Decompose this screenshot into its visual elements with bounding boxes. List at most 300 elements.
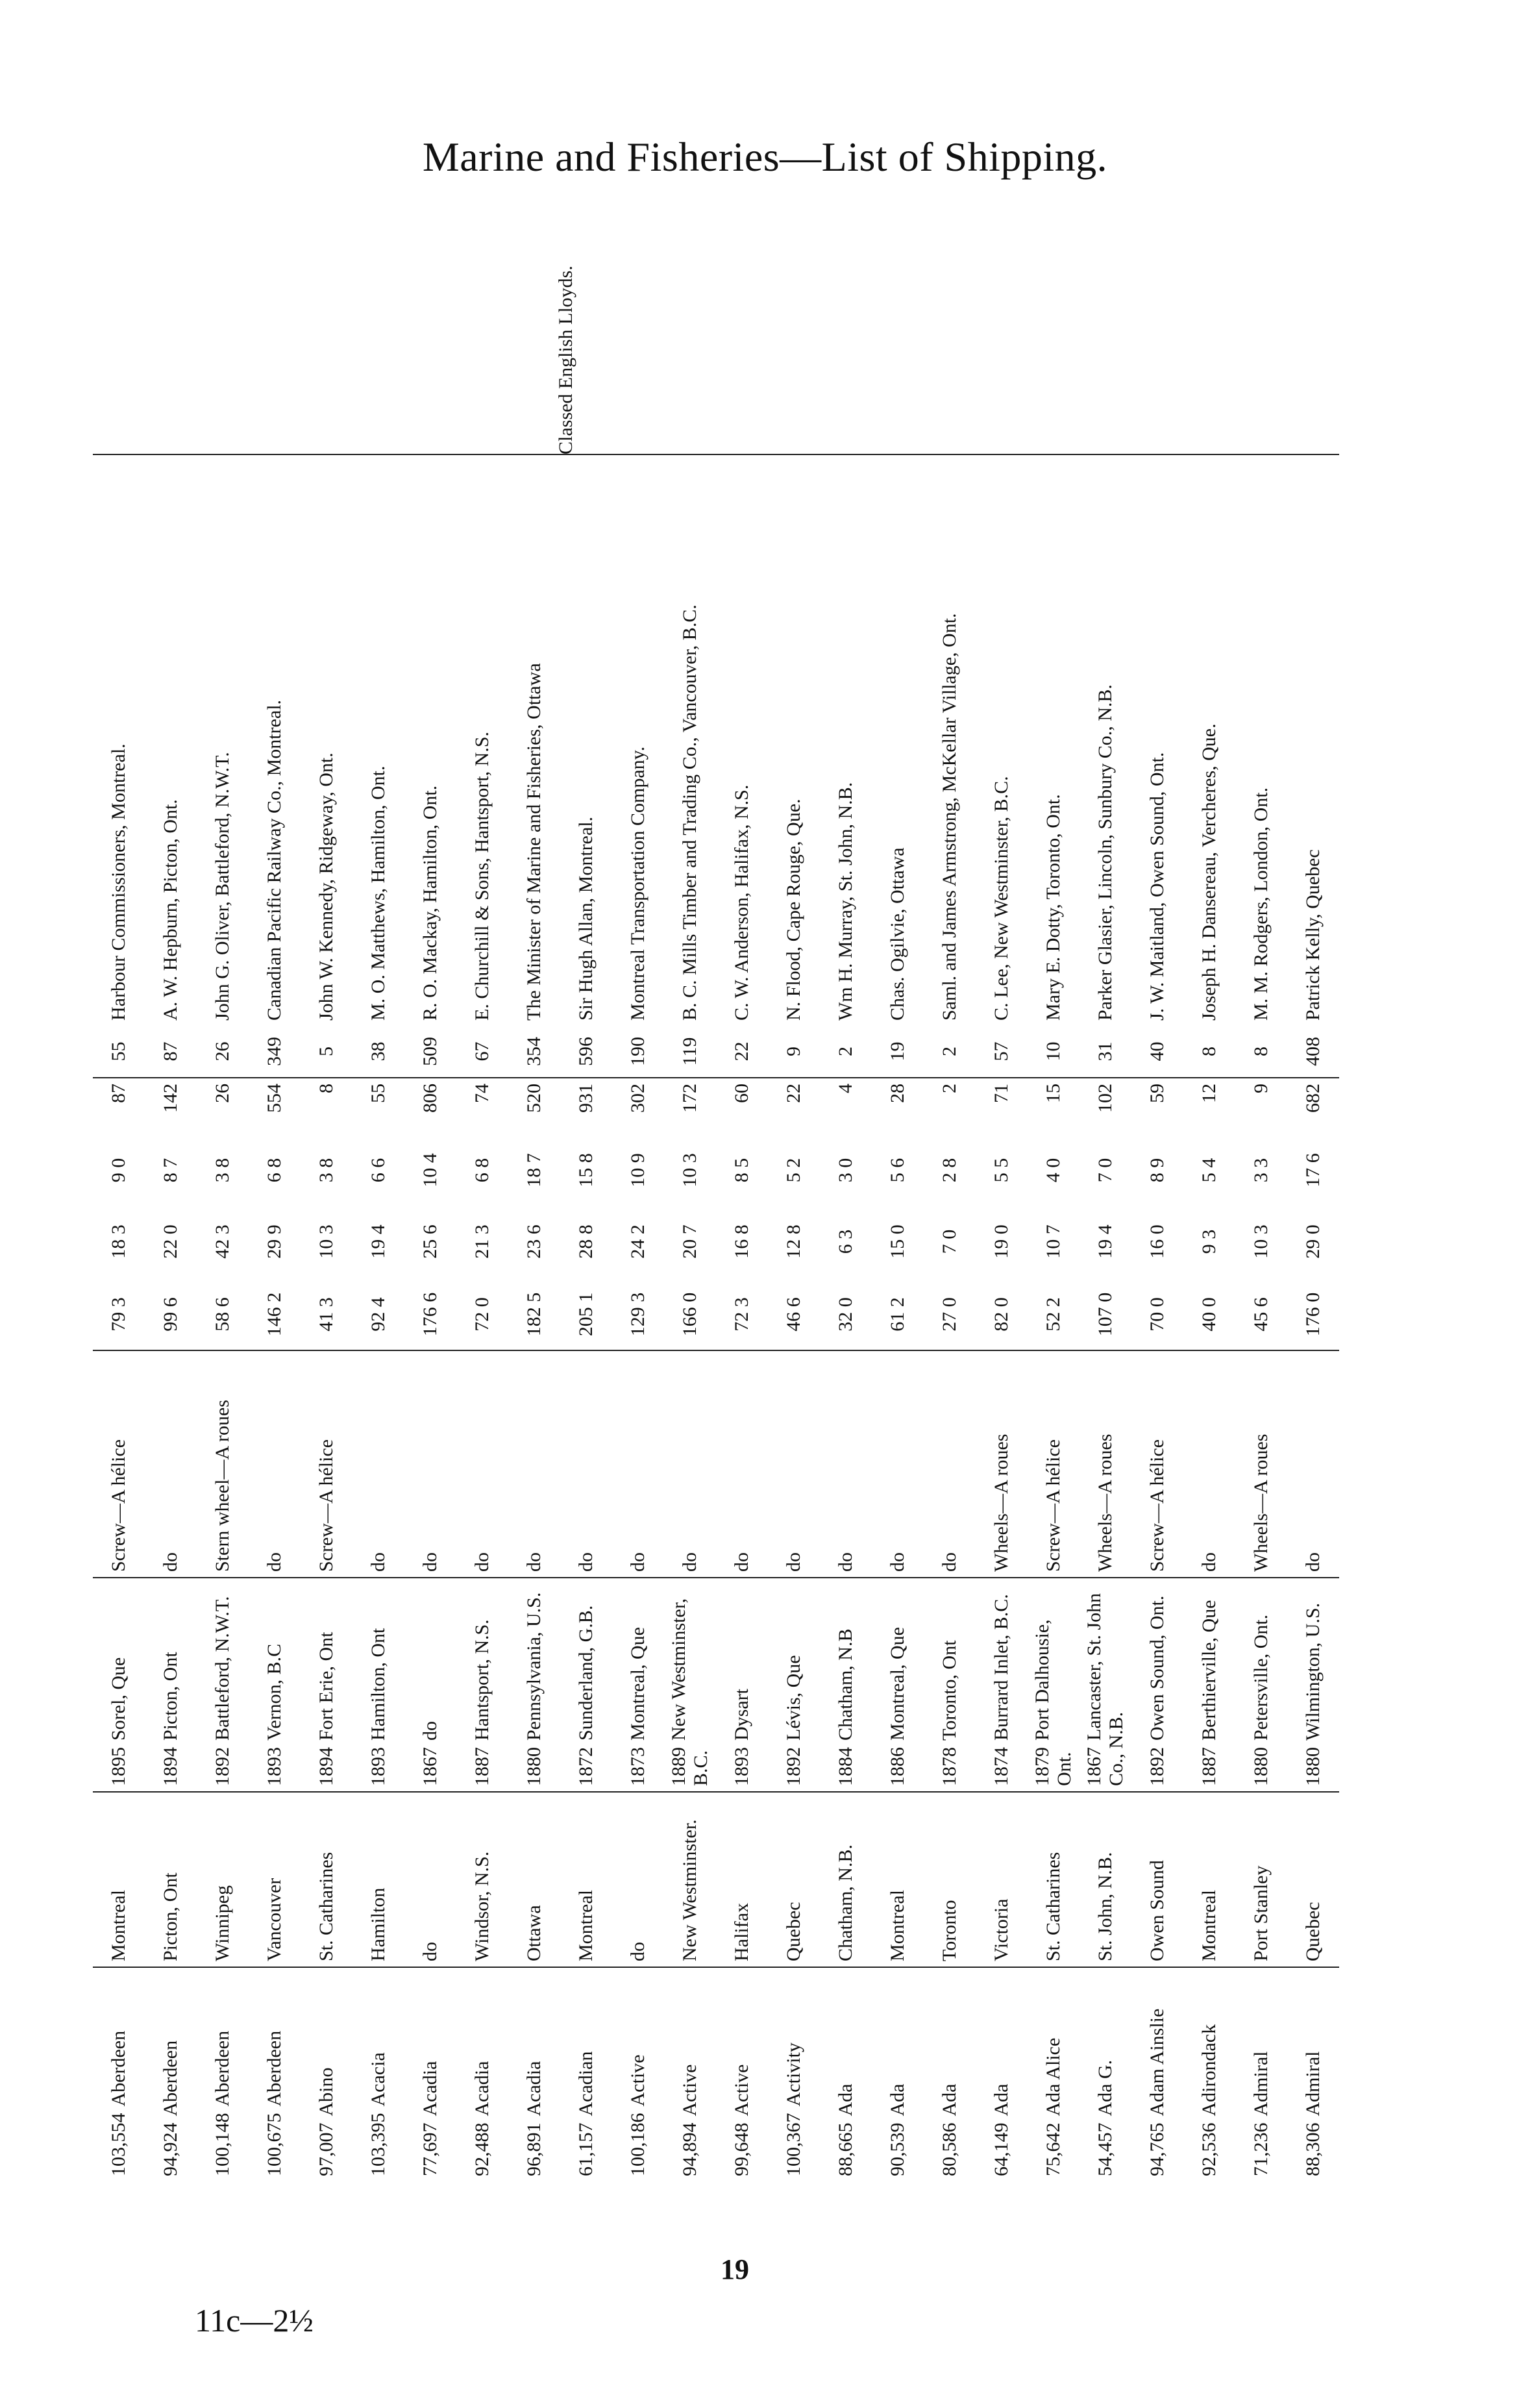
vessel-cell bbox=[768, 1967, 820, 2181]
owner: Montreal Transportation Company. bbox=[612, 454, 664, 1026]
port-of-registry: Toronto bbox=[924, 1792, 976, 1967]
vessel-name: Adam Ainslie bbox=[1146, 2008, 1168, 2116]
built-cell bbox=[456, 1578, 508, 1792]
depth: 17 6 bbox=[1302, 1153, 1324, 1187]
official-number: 90,539 bbox=[887, 2122, 909, 2176]
register-tonnage: 10 bbox=[1043, 1041, 1065, 1061]
vessel-name: Ada bbox=[939, 2083, 961, 2116]
vessel-name: Acadia bbox=[419, 2061, 441, 2116]
vessel-cell bbox=[716, 1967, 768, 2181]
vessel-name: Ada bbox=[887, 2083, 909, 2116]
table-row bbox=[249, 454, 301, 2181]
vessel-name: Aberdeen bbox=[160, 2040, 182, 2116]
depth: 5 6 bbox=[887, 1158, 909, 1183]
port-of-registry: Hamilton bbox=[352, 1792, 404, 1967]
port-of-registry: Montreal bbox=[872, 1792, 924, 1967]
year-built: 1879 bbox=[1031, 1747, 1054, 1786]
official-number: 75,642 bbox=[1043, 2122, 1065, 2176]
table-row bbox=[924, 454, 976, 2181]
table-row bbox=[612, 454, 664, 2181]
owner: The Minister of Marine and Fisheries, Ottawa bbox=[508, 454, 560, 1026]
vessel-cell bbox=[560, 1967, 612, 2181]
built-cell bbox=[508, 1578, 560, 1792]
official-number: 94,894 bbox=[679, 2122, 701, 2176]
depth: 4 0 bbox=[1043, 1158, 1065, 1183]
length: 176 0 bbox=[1302, 1292, 1324, 1337]
table-row bbox=[820, 454, 872, 2181]
built-cell bbox=[93, 1578, 145, 1792]
place-built: New Westminster, B.C. bbox=[668, 1598, 711, 1786]
register-tonnage: 87 bbox=[160, 1041, 182, 1061]
owner: C. Lee, New Westminster, B.C. bbox=[976, 454, 1028, 1026]
propulsion: do bbox=[664, 1350, 716, 1578]
shipping-register-table bbox=[93, 454, 1339, 2181]
place-built: Chatham, N.B bbox=[835, 1628, 857, 1741]
register-body bbox=[93, 454, 1339, 2181]
official-number: 77,697 bbox=[419, 2122, 441, 2176]
built-cell bbox=[197, 1578, 249, 1792]
vessel-cell bbox=[872, 1967, 924, 2181]
length: 40 0 bbox=[1198, 1297, 1220, 1332]
table-row bbox=[404, 454, 456, 2181]
place-built: Dysart bbox=[731, 1689, 753, 1741]
propulsion: do bbox=[872, 1350, 924, 1578]
register-tonnage: 509 bbox=[419, 1037, 441, 1066]
year-built: 1873 bbox=[627, 1747, 649, 1786]
vessel-name: Acadia bbox=[523, 2061, 545, 2116]
place-built: Montreal, Que bbox=[887, 1627, 909, 1741]
length: 166 0 bbox=[679, 1292, 701, 1337]
depth: 18 7 bbox=[523, 1153, 545, 1187]
register-tonnage: 596 bbox=[575, 1037, 597, 1066]
port-of-registry: do bbox=[404, 1792, 456, 1967]
depth: 10 4 bbox=[419, 1153, 441, 1187]
built-cell bbox=[301, 1578, 352, 1792]
port-of-registry: Quebec bbox=[768, 1792, 820, 1967]
port-of-registry: New Westminster. bbox=[664, 1792, 716, 1967]
vessel-name: Aberdeen bbox=[212, 2030, 234, 2107]
gross-tonnage: 682 bbox=[1287, 1078, 1339, 1136]
owner: Canadian Pacific Railway Co., Montreal. bbox=[249, 454, 301, 1026]
register-tonnage: 8 bbox=[1198, 1047, 1220, 1056]
breadth: 42 3 bbox=[212, 1224, 234, 1259]
year-built: 1887 bbox=[1198, 1747, 1220, 1786]
register-tonnage: 31 bbox=[1094, 1041, 1117, 1061]
place-built: Montreal, Que bbox=[627, 1627, 649, 1741]
place-built: Battleford, N.W.T. bbox=[212, 1596, 234, 1741]
year-built: 1893 bbox=[264, 1747, 286, 1786]
official-number: 96,891 bbox=[523, 2122, 545, 2176]
place-built: Lancaster, St. John Co., N.B. bbox=[1083, 1593, 1127, 1786]
year-built: 1892 bbox=[1146, 1747, 1168, 1786]
owner: John G. Oliver, Battleford, N.W.T. bbox=[197, 454, 249, 1026]
owner: Wm H. Murray, St. John, N.B. bbox=[820, 454, 872, 1026]
register-tonnage: 2 bbox=[835, 1047, 857, 1056]
year-built: 1893 bbox=[731, 1747, 753, 1786]
port-of-registry: Halifax bbox=[716, 1792, 768, 1967]
year-built: 1880 bbox=[523, 1747, 545, 1786]
breadth: 29 9 bbox=[264, 1224, 286, 1259]
gross-tonnage: 2 bbox=[924, 1078, 976, 1136]
year-built: 1892 bbox=[783, 1747, 805, 1786]
depth: 5 2 bbox=[783, 1158, 805, 1183]
propulsion: do bbox=[560, 1350, 612, 1578]
owner: Patrick Kelly, Quebec bbox=[1287, 454, 1339, 1026]
place-built: Vernon, B.C bbox=[264, 1643, 286, 1741]
owner: N. Flood, Cape Rouge, Que. bbox=[768, 454, 820, 1026]
official-number: 100,148 bbox=[212, 2113, 234, 2176]
breadth: 18 3 bbox=[108, 1224, 130, 1259]
vessel-cell bbox=[976, 1967, 1028, 2181]
vessel-cell bbox=[1080, 1967, 1131, 2181]
gross-tonnage: 26 bbox=[197, 1078, 249, 1136]
depth: 3 0 bbox=[835, 1158, 857, 1183]
vessel-name: Active bbox=[627, 2054, 649, 2107]
port-of-registry: Winnipeg bbox=[197, 1792, 249, 1967]
vessel-cell bbox=[197, 1967, 249, 2181]
place-built: do bbox=[419, 1721, 441, 1741]
depth: 6 8 bbox=[264, 1158, 286, 1183]
gross-tonnage: 28 bbox=[872, 1078, 924, 1136]
length: 92 4 bbox=[367, 1297, 389, 1332]
gross-tonnage: 12 bbox=[1183, 1078, 1235, 1136]
vessel-cell bbox=[1028, 1967, 1080, 2181]
gross-tonnage: 806 bbox=[404, 1078, 456, 1136]
register-tonnage: 57 bbox=[991, 1041, 1013, 1061]
propulsion: Stern wheel—A roues bbox=[197, 1350, 249, 1578]
depth: 5 4 bbox=[1198, 1158, 1220, 1183]
place-built: Berthierville, Que bbox=[1198, 1600, 1220, 1741]
register-tonnage: 38 bbox=[367, 1041, 389, 1061]
table-row bbox=[976, 454, 1028, 2181]
breadth: 10 3 bbox=[315, 1224, 338, 1259]
table-row bbox=[508, 454, 560, 2181]
gross-tonnage: 172 bbox=[664, 1078, 716, 1136]
register-tonnage: 190 bbox=[627, 1037, 649, 1066]
depth: 3 8 bbox=[315, 1158, 338, 1183]
built-cell bbox=[1235, 1578, 1287, 1792]
table-row bbox=[1235, 454, 1287, 2181]
length: 82 0 bbox=[991, 1297, 1013, 1332]
year-built: 1867 bbox=[1083, 1747, 1105, 1786]
owner: J. W. Maitland, Owen Sound, Ont. bbox=[1131, 454, 1183, 1026]
official-number: 99,648 bbox=[731, 2122, 753, 2176]
breadth: 19 0 bbox=[991, 1224, 1013, 1259]
breadth: 7 0 bbox=[939, 1229, 961, 1254]
length: 32 0 bbox=[835, 1297, 857, 1332]
remark-text: Classed English Lloyds. bbox=[555, 266, 576, 454]
register-tonnage: 349 bbox=[264, 1037, 286, 1066]
register-tonnage: 9 bbox=[783, 1047, 805, 1056]
register-tonnage: 19 bbox=[887, 1041, 909, 1061]
table-row bbox=[456, 454, 508, 2181]
vessel-cell bbox=[352, 1967, 404, 2181]
vessel-cell bbox=[664, 1967, 716, 2181]
official-number: 64,149 bbox=[991, 2122, 1013, 2176]
depth: 5 5 bbox=[991, 1158, 1013, 1183]
year-built: 1880 bbox=[1302, 1747, 1324, 1786]
vessel-name: Acadia bbox=[471, 2061, 493, 2116]
year-built: 1872 bbox=[575, 1747, 597, 1786]
register-tonnage: 354 bbox=[523, 1037, 545, 1066]
gross-tonnage: 9 bbox=[1235, 1078, 1287, 1136]
place-built: Picton, Ont bbox=[160, 1652, 182, 1741]
breadth: 29 0 bbox=[1302, 1224, 1324, 1259]
owner: B. C. Mills Timber and Trading Co., Vancouver, B.C. bbox=[664, 454, 716, 1026]
year-built: 1880 bbox=[1250, 1747, 1272, 1786]
depth: 10 9 bbox=[627, 1153, 649, 1187]
page-title: Marine and Fisheries—List of Shipping. bbox=[422, 134, 1108, 180]
vessel-cell bbox=[249, 1967, 301, 2181]
table-row bbox=[664, 454, 716, 2181]
official-number: 71,236 bbox=[1250, 2122, 1272, 2176]
owner: Saml. and James Armstrong, McKellar Village, Ont. bbox=[924, 454, 976, 1026]
year-built: 1878 bbox=[939, 1747, 961, 1786]
length: 146 2 bbox=[264, 1292, 286, 1337]
built-cell bbox=[612, 1578, 664, 1792]
vessel-name: Adirondack bbox=[1198, 2024, 1220, 2116]
place-built: Petersville, Ont. bbox=[1250, 1614, 1272, 1741]
breadth: 16 8 bbox=[731, 1224, 753, 1259]
built-cell bbox=[1131, 1578, 1183, 1792]
breadth: 10 3 bbox=[1250, 1224, 1272, 1259]
length: 61 2 bbox=[887, 1297, 909, 1332]
official-number: 88,306 bbox=[1302, 2122, 1324, 2176]
vessel-name: Abino bbox=[315, 2067, 338, 2116]
propulsion: do bbox=[456, 1350, 508, 1578]
vessel-name: Aberdeen bbox=[108, 2030, 130, 2107]
table-row bbox=[716, 454, 768, 2181]
built-cell bbox=[1080, 1578, 1131, 1792]
place-built: Wilmington, U.S. bbox=[1302, 1602, 1324, 1741]
signature-mark: 11c—2½ bbox=[195, 2302, 314, 2339]
owner: Mary E. Dotty, Toronto, Ont. bbox=[1028, 454, 1080, 1026]
built-cell bbox=[1028, 1578, 1080, 1792]
propulsion: do bbox=[820, 1350, 872, 1578]
propulsion: Screw—A hélice bbox=[1131, 1350, 1183, 1578]
table-row bbox=[197, 454, 249, 2181]
port-of-registry: St. Catharines bbox=[301, 1792, 352, 1967]
official-number: 100,367 bbox=[783, 2113, 805, 2176]
port-of-registry: Chatham, N.B. bbox=[820, 1792, 872, 1967]
owner: Harbour Commissioners, Montreal. bbox=[93, 454, 145, 1026]
official-number: 100,675 bbox=[264, 2113, 286, 2176]
place-built: Sunderland, G.B. bbox=[575, 1605, 597, 1741]
vessel-name: Acadian bbox=[575, 2051, 597, 2116]
official-number: 92,488 bbox=[471, 2122, 493, 2176]
depth: 3 8 bbox=[212, 1158, 234, 1183]
depth: 8 9 bbox=[1146, 1158, 1168, 1183]
vessel-cell bbox=[456, 1967, 508, 2181]
vessel-cell bbox=[301, 1967, 352, 2181]
gross-tonnage: 102 bbox=[1080, 1078, 1131, 1136]
table-row bbox=[93, 454, 145, 2181]
built-cell bbox=[872, 1578, 924, 1792]
register-tonnage: 40 bbox=[1146, 1041, 1168, 1061]
register-tonnage: 119 bbox=[679, 1037, 701, 1066]
vessel-cell bbox=[612, 1967, 664, 2181]
official-number: 100,186 bbox=[627, 2113, 649, 2176]
official-number: 94,924 bbox=[160, 2122, 182, 2176]
table-row bbox=[560, 454, 612, 2181]
official-number: 94,765 bbox=[1146, 2122, 1168, 2176]
built-cell bbox=[976, 1578, 1028, 1792]
vessel-cell bbox=[1131, 1967, 1183, 2181]
breadth: 23 6 bbox=[523, 1224, 545, 1259]
gross-tonnage: 4 bbox=[820, 1078, 872, 1136]
table-row bbox=[352, 454, 404, 2181]
owner: Chas. Ogilvie, Ottawa bbox=[872, 454, 924, 1026]
table-row bbox=[1131, 454, 1183, 2181]
depth: 9 0 bbox=[108, 1158, 130, 1183]
register-tonnage: 26 bbox=[212, 1041, 234, 1061]
gross-tonnage: 15 bbox=[1028, 1078, 1080, 1136]
propulsion: do bbox=[249, 1350, 301, 1578]
vessel-cell bbox=[924, 1967, 976, 2181]
length: 58 6 bbox=[212, 1297, 234, 1332]
vessel-name: Ada bbox=[835, 2083, 857, 2116]
official-number: 92,536 bbox=[1198, 2122, 1220, 2176]
breadth: 15 0 bbox=[887, 1224, 909, 1259]
propulsion: Wheels—A roues bbox=[1235, 1350, 1287, 1578]
breadth: 24 2 bbox=[627, 1224, 649, 1259]
port-of-registry: St. John, N.B. bbox=[1080, 1792, 1131, 1967]
length: 27 0 bbox=[939, 1297, 961, 1332]
breadth: 22 0 bbox=[160, 1224, 182, 1259]
depth: 3 3 bbox=[1250, 1158, 1272, 1183]
official-number: 103,395 bbox=[367, 2113, 389, 2176]
table-row bbox=[1080, 454, 1131, 2181]
table-row bbox=[768, 454, 820, 2181]
year-built: 1894 bbox=[315, 1747, 338, 1786]
propulsion: do bbox=[612, 1350, 664, 1578]
built-cell bbox=[249, 1578, 301, 1792]
built-cell bbox=[716, 1578, 768, 1792]
length: 107 0 bbox=[1094, 1292, 1117, 1337]
register-tonnage: 408 bbox=[1302, 1037, 1324, 1066]
gross-tonnage: 60 bbox=[716, 1078, 768, 1136]
owner: C. W. Anderson, Halifax, N.S. bbox=[716, 454, 768, 1026]
owner: Sir Hugh Allan, Montreal. bbox=[560, 454, 612, 1026]
built-cell bbox=[1287, 1578, 1339, 1792]
gross-tonnage: 59 bbox=[1131, 1078, 1183, 1136]
vessel-cell bbox=[145, 1967, 197, 2181]
vessel-name: Ada Alice bbox=[1043, 2037, 1065, 2116]
gross-tonnage: 554 bbox=[249, 1078, 301, 1136]
place-built: Pennsylvania, U.S. bbox=[523, 1592, 545, 1741]
propulsion: Screw—A hélice bbox=[93, 1350, 145, 1578]
propulsion: Wheels—A roues bbox=[1080, 1350, 1131, 1578]
propulsion: do bbox=[716, 1350, 768, 1578]
vessel-name: Ada G. bbox=[1094, 2059, 1117, 2116]
place-built: Port Dalhousie, Ont. bbox=[1031, 1619, 1075, 1786]
register-tonnage: 55 bbox=[108, 1041, 130, 1061]
built-cell bbox=[820, 1578, 872, 1792]
table-row bbox=[1028, 454, 1080, 2181]
shipping-register bbox=[93, 454, 1339, 2181]
breadth: 28 8 bbox=[575, 1224, 597, 1259]
vessel-name: Admiral bbox=[1250, 2051, 1272, 2116]
vessel-cell bbox=[508, 1967, 560, 2181]
built-cell bbox=[924, 1578, 976, 1792]
port-of-registry: Picton, Ont bbox=[145, 1792, 197, 1967]
depth: 15 8 bbox=[575, 1153, 597, 1187]
length: 45 6 bbox=[1250, 1297, 1272, 1332]
place-built: Lévis, Que bbox=[783, 1655, 805, 1741]
propulsion: do bbox=[1183, 1350, 1235, 1578]
owner: A. W. Hepburn, Picton, Ont. bbox=[145, 454, 197, 1026]
propulsion: do bbox=[352, 1350, 404, 1578]
official-number: 54,457 bbox=[1094, 2122, 1117, 2176]
register-tonnage: 5 bbox=[315, 1047, 338, 1056]
vessel-name: Ada bbox=[991, 2083, 1013, 2116]
owner: R. O. Mackay, Hamilton, Ont. bbox=[404, 454, 456, 1026]
port-of-registry: St. Catharines bbox=[1028, 1792, 1080, 1967]
vessel-name: Aberdeen bbox=[264, 2030, 286, 2107]
gross-tonnage: 302 bbox=[612, 1078, 664, 1136]
vessel-name: Active bbox=[731, 2064, 753, 2116]
built-cell bbox=[404, 1578, 456, 1792]
breadth: 10 7 bbox=[1043, 1224, 1065, 1259]
propulsion: do bbox=[404, 1350, 456, 1578]
propulsion: Screw—A hélice bbox=[301, 1350, 352, 1578]
length: 41 3 bbox=[315, 1297, 338, 1332]
register-tonnage: 22 bbox=[731, 1041, 753, 1061]
year-built: 1892 bbox=[212, 1747, 234, 1786]
port-of-registry: Windsor, N.S. bbox=[456, 1792, 508, 1967]
year-built: 1867 bbox=[419, 1747, 441, 1786]
gross-tonnage: 142 bbox=[145, 1078, 197, 1136]
year-built: 1874 bbox=[991, 1747, 1013, 1786]
breadth: 20 7 bbox=[679, 1224, 701, 1259]
vessel-cell bbox=[1235, 1967, 1287, 2181]
built-cell bbox=[145, 1578, 197, 1792]
table-row bbox=[872, 454, 924, 2181]
port-of-registry: do bbox=[612, 1792, 664, 1967]
built-cell bbox=[560, 1578, 612, 1792]
vessel-name: Acacia bbox=[367, 2052, 389, 2107]
owner: E. Churchill & Sons, Hantsport, N.S. bbox=[456, 454, 508, 1026]
gross-tonnage: 931 bbox=[560, 1078, 612, 1136]
breadth: 21 3 bbox=[471, 1224, 493, 1259]
table-row bbox=[301, 454, 352, 2181]
owner: John W. Kennedy, Ridgeway, Ont. bbox=[301, 454, 352, 1026]
propulsion: do bbox=[1287, 1350, 1339, 1578]
breadth: 16 0 bbox=[1146, 1224, 1168, 1259]
port-of-registry: Montreal bbox=[560, 1792, 612, 1967]
gross-tonnage: 8 bbox=[301, 1078, 352, 1136]
port-of-registry: Owen Sound bbox=[1131, 1792, 1183, 1967]
owner: M. M. Rodgers, London, Ont. bbox=[1235, 454, 1287, 1026]
register-tonnage: 2 bbox=[939, 1047, 961, 1056]
table-row bbox=[1183, 454, 1235, 2181]
place-built: Sorel, Que bbox=[108, 1657, 130, 1741]
gross-tonnage: 520 bbox=[508, 1078, 560, 1136]
depth: 7 0 bbox=[1094, 1158, 1117, 1183]
remark-note bbox=[555, 247, 607, 454]
official-number: 103,554 bbox=[108, 2113, 130, 2176]
place-built: Burrard Inlet, B.C. bbox=[991, 1594, 1013, 1741]
propulsion: do bbox=[508, 1350, 560, 1578]
page-number: 19 bbox=[721, 2253, 749, 2285]
place-built: Toronto, Ont bbox=[939, 1640, 961, 1741]
official-number: 61,157 bbox=[575, 2122, 597, 2176]
breadth: 9 3 bbox=[1198, 1229, 1220, 1254]
depth: 10 3 bbox=[679, 1153, 701, 1187]
owner: Joseph H. Dansereau, Vercheres, Que. bbox=[1183, 454, 1235, 1026]
owner: Parker Glasier, Lincoln, Sunbury Co., N.B. bbox=[1080, 454, 1131, 1026]
breadth: 19 4 bbox=[1094, 1224, 1117, 1259]
